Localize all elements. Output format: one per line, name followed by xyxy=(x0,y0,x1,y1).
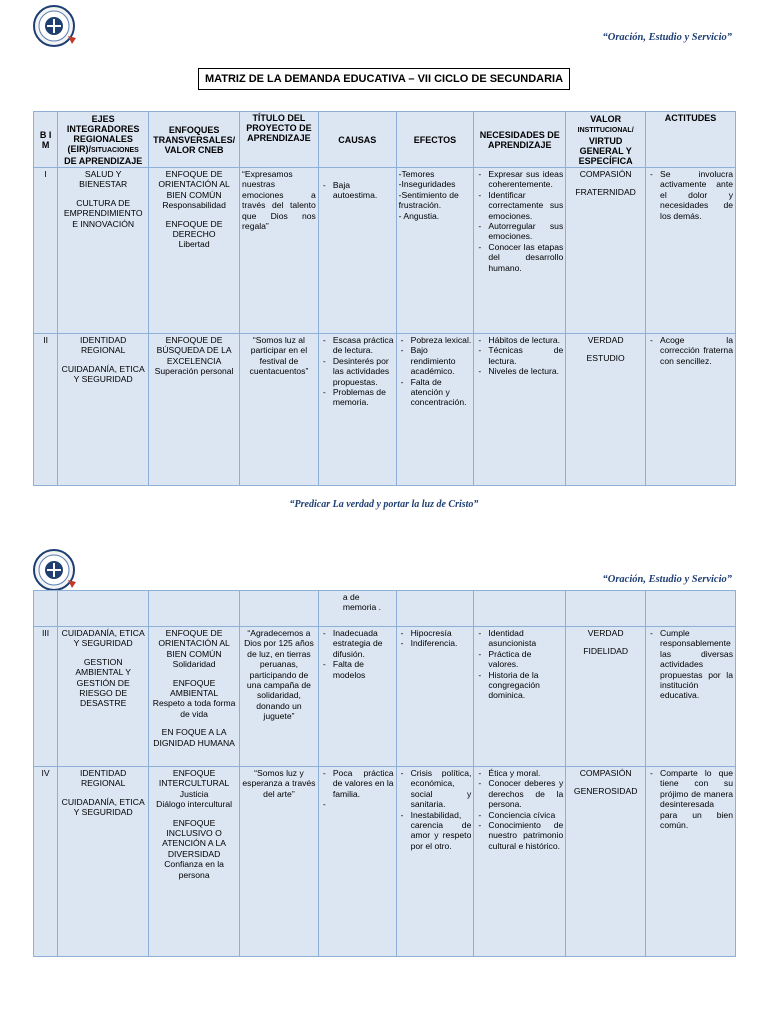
ejes-cell: IDENTIDAD REGIONAL CUIDADANÍA, ETICA Y SEGURIDAD xyxy=(58,767,149,957)
school-logo xyxy=(32,4,78,50)
demand-matrix-table xyxy=(33,111,736,486)
enfoques-cell: ENFOQUE DE ORIENTACIÓN AL BIEN COMÚN Solidaridad ENFOQUE AMBIENTAL Respeto a toda forma de vida EN FOQUE A LA DIGNIDAD HUMANA xyxy=(149,627,240,767)
demand-matrix-table-continued xyxy=(33,590,736,957)
causas-cell: - Inadecuada estrategia de difusión. - Falta de modelos xyxy=(318,627,396,767)
valor-cell: VERDAD FIDELIDAD xyxy=(566,627,646,767)
col-necesidades: NECESIDADES DE APRENDIZAJE xyxy=(474,112,566,168)
ejes-cell: SALUD Y BIENESTAR CULTURA DE EMPRENDIMIENTO E INNOVACIÓN xyxy=(58,168,149,334)
valor-cell: COMPASIÓN GENEROSIDAD xyxy=(566,767,646,957)
table-row xyxy=(34,627,736,767)
document-title: MATRIZ DE LA DEMANDA EDUCATIVA – VII CICLO DE SECUNDARIA xyxy=(198,68,570,90)
titulo-cell: “Somos luz al participar en el festival de cuentacuentos” xyxy=(240,334,319,486)
bim-cell: I xyxy=(34,168,58,334)
col-efectos: EFECTOS xyxy=(396,112,474,168)
col-valor: VALOR INSTITUCIONAL/ VIRTUD GENERAL Y ESPECÍFICA xyxy=(566,112,646,168)
efectos-cell: - Pobreza lexical. - Bajo rendimiento académico. - Falta de atención y concentración. xyxy=(396,334,474,486)
footer-motto: “Predicar La verdad y portar la luz de Cristo” xyxy=(289,499,479,510)
col-bim: B I M xyxy=(34,112,58,168)
school-logo xyxy=(32,548,78,594)
table-row-continued xyxy=(34,591,736,627)
enfoques-cell: ENFOQUE DE BÚSQUEDA DE LA EXCELENCIA Superación personal xyxy=(149,334,240,486)
table-header-row xyxy=(34,112,736,168)
header-motto: “Oración, Estudio y Servicio” xyxy=(602,32,732,43)
col-causas: CAUSAS xyxy=(318,112,396,168)
table-row xyxy=(34,334,736,486)
ejes-cell: IDENTIDAD REGIONAL CUIDADANÍA, ETICA Y SEGURIDAD xyxy=(58,334,149,486)
ejes-cell: CUIDADANÍA, ETICA Y SEGURIDAD GESTION AMBIENTAL Y GESTIÓN DE RIESGO DE DESASTRE xyxy=(58,627,149,767)
actitudes-cell: - Acoge la corrección fraterna con sencillez. xyxy=(646,334,736,486)
valor-cell: COMPASIÓN FRATERNIDAD xyxy=(566,168,646,334)
efectos-cell: - Hipocresía - Indiferencia. xyxy=(396,627,474,767)
titulo-cell: “Agradecemos a Dios por 125 años de luz, en tierras peruanas, participando de una campaña de solidaridad, donando un juguete” xyxy=(240,627,319,767)
col-actitudes: ACTITUDES xyxy=(646,112,736,168)
necesidades-cell: - Expresar sus ideas coherentemente. - Identificar correctamente sus emociones. - Autorregular sus emociones. - Conocer las etapas del desarrollo humano. xyxy=(474,168,566,334)
bim-cell: III xyxy=(34,627,58,767)
col-enfoques: ENFOQUES TRANSVERSALES/ VALOR CNEB xyxy=(149,112,240,168)
necesidades-cell: - Hábitos de lectura. - Técnicas de lectura. - Niveles de lectura. xyxy=(474,334,566,486)
table-row xyxy=(34,767,736,957)
actitudes-cell: - Se involucra activamente ante el dolor y necesidades de los demás. xyxy=(646,168,736,334)
valor-cell: VERDAD ESTUDIO xyxy=(566,334,646,486)
header-motto: “Oración, Estudio y Servicio” xyxy=(602,574,732,585)
causas-cell: - Poca práctica de valores en la familia. - xyxy=(318,767,396,957)
page-2 xyxy=(0,512,768,1024)
necesidades-cell: - Ética y moral. - Conocer deberes y derechos de la persona. - Conciencia cívica - Conocimiento de nuestro patrimonio cultural e histórico. xyxy=(474,767,566,957)
causas-cell: - Baja autoestima. xyxy=(318,168,396,334)
enfoques-cell: ENFOQUE DE ORIENTACIÓN AL BIEN COMÚN Responsabilidad ENFOQUE DE DERECHO Libertad xyxy=(149,168,240,334)
efectos-cell: - Crisis política, económica, social y sanitaria. - Inestabilidad, carencia de amor y respeto por el otro. xyxy=(396,767,474,957)
bim-cell: IV xyxy=(34,767,58,957)
col-ejes: EJES INTEGRADORES REGIONALES (EIR)/SITUACIONES DE APRENDIZAJE xyxy=(58,112,149,168)
efectos-cell: -Temores -Inseguridades -Sentimiento de frustración. - Angustia. xyxy=(396,168,474,334)
actitudes-cell: - Comparte lo que tiene con su prójimo de manera desinteresada para un bien común. xyxy=(646,767,736,957)
actitudes-cell: - Cumple responsablemente las diversas actividades propuestas por la institución educativa. xyxy=(646,627,736,767)
table-row xyxy=(34,168,736,334)
causas-cell: - Escasa práctica de lectura. - Desinterés por las actividades propuestas. - Problemas de memoria. xyxy=(318,334,396,486)
col-titulo: TÍTULO DEL PROYECTO DE APRENDIZAJE xyxy=(240,112,319,168)
titulo-cell: “Expresamos nuestras emociones a través del talento que Dios nos regala” xyxy=(240,168,319,334)
necesidades-cell: - Identidad asuncionista - Práctica de valores. - Historia de la congregación dominica. xyxy=(474,627,566,767)
bim-cell: II xyxy=(34,334,58,486)
causas-cell-continued: a de memoria . xyxy=(318,591,396,627)
titulo-cell: “Somos luz y esperanza a través del arte” xyxy=(240,767,319,957)
enfoques-cell: ENFOQUE INTERCULTURAL Justicia Diálogo intercultural ENFOQUE INCLUSIVO O ATENCIÓN A LA DIVERSIDAD Confianza en la persona xyxy=(149,767,240,957)
